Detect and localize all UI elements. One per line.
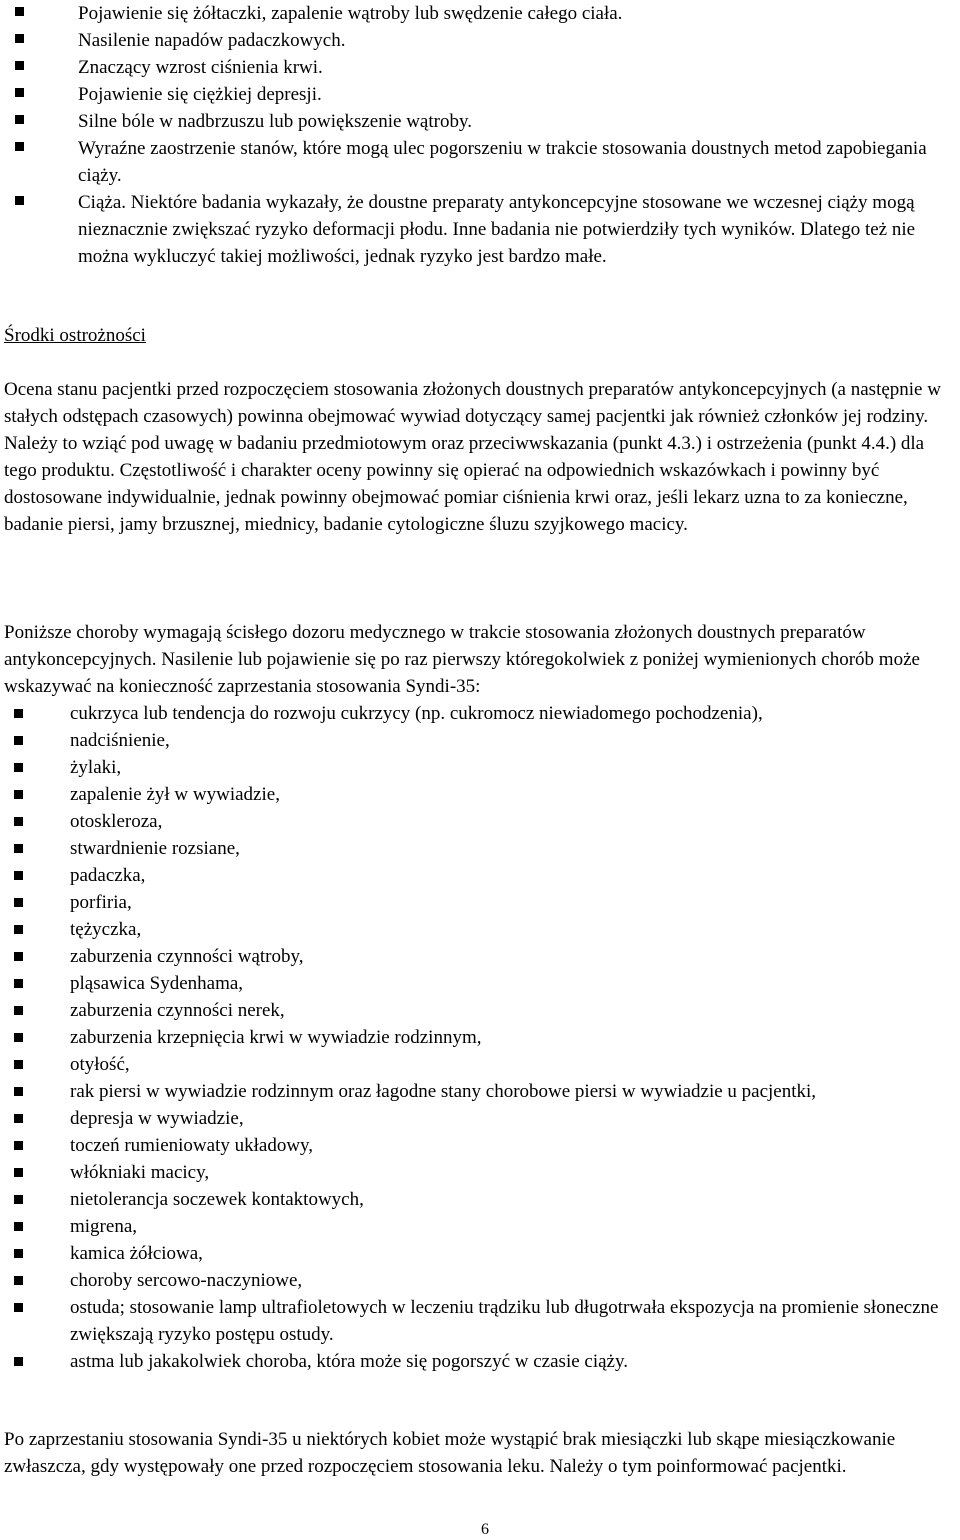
list-item — [70, 1051, 955, 1078]
list-item-text: astma lub jakakolwiek choroba, która może się pogorszyć w czasie ciąży. — [70, 1351, 628, 1372]
list-item-text: Silne bóle w nadbrzuszu lub powiększenie wątroby. — [78, 111, 472, 132]
list-item — [70, 970, 955, 997]
list-item-text: zaburzenia czynności nerek, — [70, 1000, 285, 1021]
list-item-text: Pojawienie się ciężkiej depresji. — [78, 84, 322, 105]
list-item — [70, 808, 955, 835]
list-item — [70, 1132, 955, 1159]
monitoring-paragraph: Poniższe choroby wymagają ścisłego dozoru medycznego w trakcie stosowania złożonych doustnych preparatów antykoncepcyjnych. Nasilenie lub pojawienie się po raz pierwszy któregokolwiek z poniżej wymienionych chorób może wskazywać na konieczność zaprzestania stosowania Syndi-35: — [4, 622, 920, 697]
list-item — [70, 1078, 955, 1105]
list-item-text: otyłość, — [70, 1054, 130, 1075]
list-item-text: porfiria, — [70, 892, 132, 913]
square-bullet-icon — [14, 1168, 23, 1177]
list-item-text: rak piersi w wywiadzie rodzinnym oraz łagodne stany chorobowe piersi w wywiadzie u pacjentki, — [70, 1081, 817, 1102]
assessment-paragraph: Ocena stanu pacjentki przed rozpoczęciem stosowania złożonych doustnych preparatów antykoncepcyjnych (a następnie w stałych odstępach czasowych) powinna obejmować wywiad dotyczący samej pacjentki jak również członków jej rodziny. Należy to wziąć pod uwagę w badaniu przedmiotowym oraz przeciwwskazania (punkt 4.3.) i ostrzeżenia (punkt 4.4.) dla tego produktu. Częstotliwość i charakter oceny powinny się opierać na odpowiednich wskazówkach i powinny być dostosowane indywidualnie, jednak powinny obejmować pomiar ciśnienia krwi oraz, jeśli lekarz uzna to za konieczne, badanie piersi, jamy brzusznej, miednicy, badanie cytologiczne śluzu szyjkowego macicy. — [4, 379, 941, 535]
list-item — [78, 189, 948, 270]
list-item — [70, 1240, 955, 1267]
list-item-text: stwardnienie rozsiane, — [70, 838, 240, 859]
list-item — [70, 943, 955, 970]
list-item — [70, 862, 955, 889]
square-bullet-icon — [15, 196, 24, 205]
list-item-text: zaburzenia czynności wątroby, — [70, 946, 304, 967]
square-bullet-icon — [14, 1195, 23, 1204]
list-item — [70, 835, 955, 862]
square-bullet-icon — [15, 34, 24, 43]
list-item — [78, 54, 948, 81]
square-bullet-icon — [14, 817, 23, 826]
list-item — [78, 0, 948, 27]
list-item-text: Nasilenie napadów padaczkowych. — [78, 30, 346, 51]
list-item-text: Znaczący wzrost ciśnienia krwi. — [78, 57, 323, 78]
square-bullet-icon — [14, 763, 23, 772]
list-item — [70, 1159, 955, 1186]
page-number: 6 — [481, 1521, 489, 1538]
list-item — [70, 1267, 955, 1294]
list-item — [70, 1024, 955, 1051]
square-bullet-icon — [15, 115, 24, 124]
list-item — [70, 1186, 955, 1213]
square-bullet-icon — [14, 1141, 23, 1150]
list-item-text: ostuda; stosowanie lamp ultrafioletowych w leczeniu trądziku lub długotrwała ekspozycja na promienie słoneczne zwiększają ryzyko postępu ostudy. — [70, 1297, 939, 1345]
square-bullet-icon — [14, 1276, 23, 1285]
list-item-text: otoskleroza, — [70, 811, 163, 832]
square-bullet-icon — [15, 61, 24, 70]
square-bullet-icon — [14, 844, 23, 853]
list-item — [78, 27, 948, 54]
section-heading: Środki ostrożności — [4, 325, 146, 346]
list-item-text: cukrzyca lub tendencja do rozwoju cukrzycy (np. cukromocz niewiadomego pochodzenia), — [70, 703, 763, 724]
square-bullet-icon — [14, 979, 23, 988]
list-item-text: Ciąża. Niektóre badania wykazały, że doustne preparaty antykoncepcyjne stosowane we wczesnej ciąży mogą nieznacznie zwiększać ryzyko deformacji płodu. Inne badania nie potwierdziły tych wyników. Dlatego też nie można wykluczyć takiej możliwości, jednak ryzyko jest bardzo małe. — [78, 192, 916, 267]
square-bullet-icon — [14, 1357, 23, 1366]
square-bullet-icon — [14, 1222, 23, 1231]
list-item-text: nadciśnienie, — [70, 730, 170, 751]
square-bullet-icon — [14, 1114, 23, 1123]
list-item — [70, 1348, 955, 1375]
list-item — [70, 1294, 955, 1348]
list-item-text: włókniaki macicy, — [70, 1162, 210, 1183]
square-bullet-icon — [14, 925, 23, 934]
square-bullet-icon — [14, 871, 23, 880]
list-item — [70, 916, 955, 943]
square-bullet-icon — [15, 142, 24, 151]
list-item-text: pląsawica Sydenhama, — [70, 973, 244, 994]
contraindication-bullet-list — [78, 0, 948, 270]
list-item-text: migrena, — [70, 1216, 138, 1237]
list-item — [70, 700, 955, 727]
list-item — [70, 727, 955, 754]
post-discontinuation-paragraph: Po zaprzestaniu stosowania Syndi-35 u niektórych kobiet może wystąpić brak miesiączki lub skąpe miesiączkowanie zwłaszcza, gdy występowały one przed rozpoczęciem stosowania leku. Należy o tym poinformować pacjentki. — [4, 1429, 896, 1477]
list-item-text: depresja w wywiadzie, — [70, 1108, 244, 1129]
list-item-text: zapalenie żył w wywiadzie, — [70, 784, 280, 805]
diseases-bullet-list — [70, 700, 955, 1375]
list-item-text: kamica żółciowa, — [70, 1243, 203, 1264]
square-bullet-icon — [15, 7, 24, 16]
list-item — [70, 781, 955, 808]
list-item-text: żylaki, — [70, 757, 122, 778]
list-item — [78, 81, 948, 108]
list-item — [70, 889, 955, 916]
square-bullet-icon — [14, 709, 23, 718]
list-item-text: zaburzenia krzepnięcia krwi w wywiadzie rodzinnym, — [70, 1027, 482, 1048]
list-item-text: nietolerancja soczewek kontaktowych, — [70, 1189, 364, 1210]
square-bullet-icon — [14, 952, 23, 961]
square-bullet-icon — [14, 790, 23, 799]
square-bullet-icon — [14, 898, 23, 907]
list-item-text: padaczka, — [70, 865, 146, 886]
list-item-text: choroby sercowo-naczyniowe, — [70, 1270, 303, 1291]
square-bullet-icon — [14, 1033, 23, 1042]
square-bullet-icon — [14, 1060, 23, 1069]
list-item-text: Pojawienie się żółtaczki, zapalenie wątroby lub swędzenie całego ciała. — [78, 3, 623, 24]
list-item-text: tężyczka, — [70, 919, 142, 940]
square-bullet-icon — [14, 736, 23, 745]
list-item-text: toczeń rumieniowaty układowy, — [70, 1135, 314, 1156]
square-bullet-icon — [14, 1087, 23, 1096]
square-bullet-icon — [14, 1249, 23, 1258]
square-bullet-icon — [14, 1303, 23, 1312]
list-item — [78, 108, 948, 135]
list-item — [70, 1105, 955, 1132]
square-bullet-icon — [15, 88, 24, 97]
list-item — [70, 997, 955, 1024]
square-bullet-icon — [14, 1006, 23, 1015]
list-item — [70, 1213, 955, 1240]
list-item — [70, 754, 955, 781]
list-item-text: Wyraźne zaostrzenie stanów, które mogą ulec pogorszeniu w trakcie stosowania doustnych metod zapobiegania ciąży. — [78, 138, 927, 186]
list-item — [78, 135, 948, 189]
